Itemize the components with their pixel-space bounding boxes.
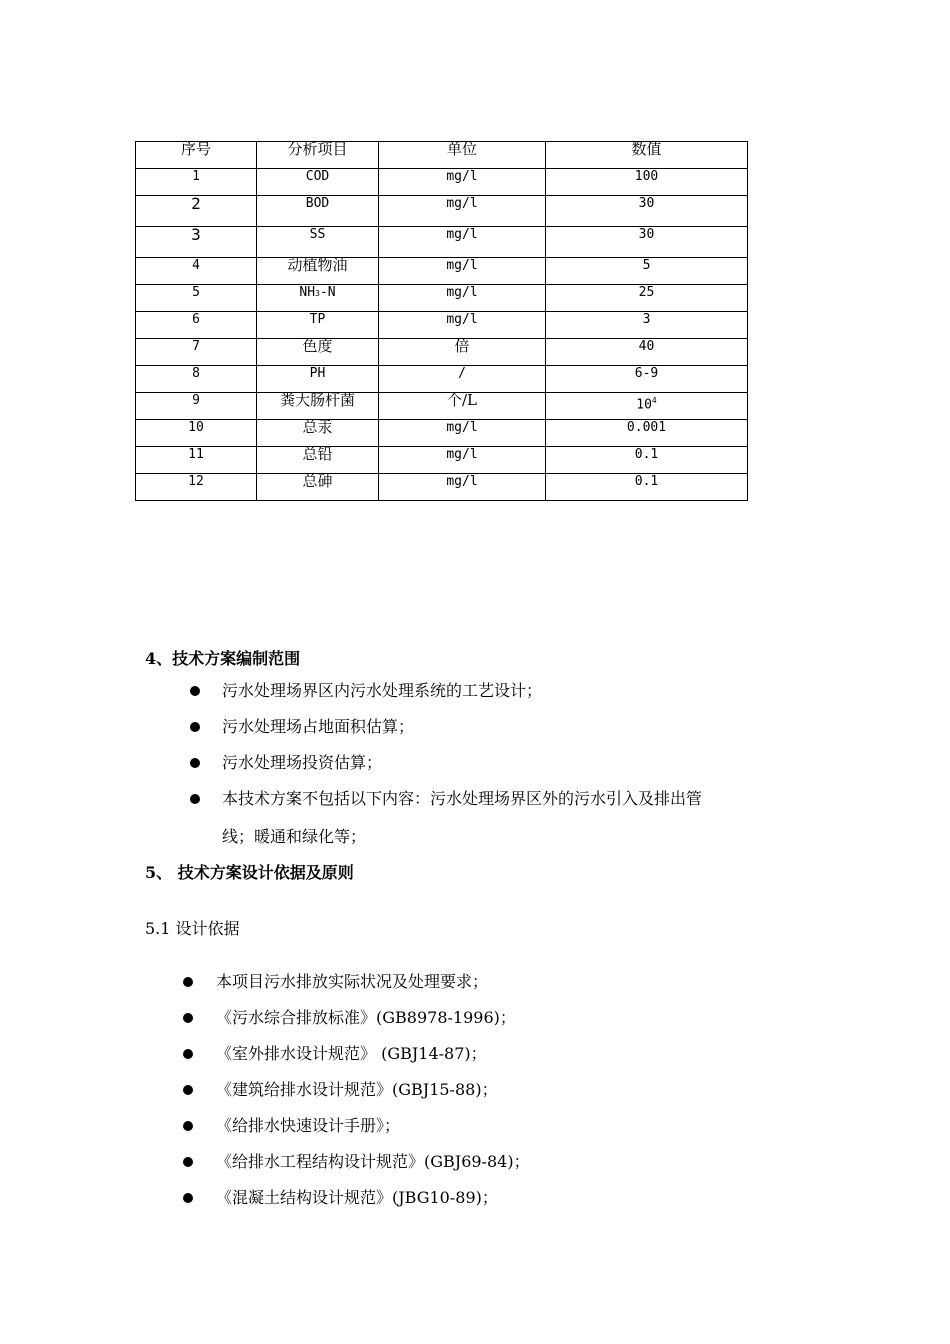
bullet-icon [183, 1085, 193, 1095]
section4-title: 4、技术方案编制范围 [145, 649, 301, 668]
cell-item: 色度 [257, 339, 379, 366]
cell-no: 11 [136, 447, 257, 474]
table-row [136, 258, 748, 285]
value-base: 10 [636, 397, 652, 413]
cell-item: 总铅 [257, 447, 379, 474]
cell-item: 动植物油 [257, 258, 379, 285]
cell-item: 粪大肠杆菌 [257, 393, 379, 420]
cell-no: 7 [136, 339, 257, 366]
list-item-text: 污水处理场界区内污水处理系统的工艺设计； [222, 681, 543, 700]
cell-no: 1 [136, 169, 257, 196]
item-subscript: 3 [315, 289, 320, 298]
section4-list [190, 680, 830, 858]
cell-unit: 倍 [379, 339, 546, 366]
cell-value: 25 [546, 285, 748, 312]
list-item [190, 680, 830, 716]
cell-value [546, 393, 748, 420]
bullet-icon [190, 758, 200, 768]
cell-item: BOD [257, 196, 379, 227]
list-item [183, 1007, 823, 1043]
cell-item: 总砷 [257, 474, 379, 501]
cell-value: 30 [546, 227, 748, 258]
list-item [183, 1187, 823, 1223]
cell-value: 6-9 [546, 366, 748, 393]
cell-item: SS [257, 227, 379, 258]
header-no: 序号 [136, 142, 257, 169]
table-row [136, 227, 748, 258]
cell-value: 3 [546, 312, 748, 339]
cell-no: 6 [136, 312, 257, 339]
water-quality-table [135, 141, 748, 501]
list-item-text-line1: 本技术方案不包括以下内容：污水处理场界区外的污水引入及排出管 [222, 789, 703, 808]
bullet-icon [190, 722, 200, 732]
bullet-icon [183, 1013, 193, 1023]
table-row [136, 393, 748, 420]
cell-value: 30 [546, 196, 748, 227]
list-item [183, 1151, 823, 1187]
cell-unit: mg/l [379, 227, 546, 258]
table-row [136, 366, 748, 393]
item-main: NH [299, 285, 316, 300]
cell-item [257, 285, 379, 312]
table-row [136, 447, 748, 474]
bullet-icon [183, 1049, 193, 1059]
bullet-icon [183, 1121, 193, 1131]
section5-subtitle: 5.1 设计依据 [145, 919, 240, 938]
cell-no: 8 [136, 366, 257, 393]
list-item-text: 污水处理场投资估算； [222, 753, 383, 772]
cell-no: 9 [136, 393, 257, 420]
list-item [190, 788, 830, 858]
list-item [190, 752, 830, 788]
bullet-icon [190, 686, 200, 696]
cell-unit: mg/l [379, 447, 546, 474]
cell-item: TP [257, 312, 379, 339]
cell-unit: mg/l [379, 285, 546, 312]
cell-unit: mg/l [379, 474, 546, 501]
item-tail: -N [319, 285, 336, 300]
header-value: 数值 [546, 142, 748, 169]
cell-item: PH [257, 366, 379, 393]
cell-value: 0.1 [546, 474, 748, 501]
list-item-text: 《建筑给排水设计规范》(GBJ15-88)； [216, 1080, 498, 1099]
section5-title: 5、 技术方案设计依据及原则 [145, 863, 354, 882]
table-row [136, 474, 748, 501]
table-row [136, 420, 748, 447]
bullet-icon [190, 794, 200, 804]
list-item [183, 971, 823, 1007]
table-row [136, 339, 748, 366]
cell-unit: mg/l [379, 169, 546, 196]
cell-value: 0.1 [546, 447, 748, 474]
list-item [190, 716, 830, 752]
list-item-text: 《混凝土结构设计规范》(JBG10-89)； [216, 1188, 498, 1207]
cell-unit: 个/L [379, 393, 546, 420]
list-item-text: 《给排水快速设计手册》； [216, 1116, 401, 1135]
list-item-text: 污水处理场占地面积估算； [222, 717, 415, 736]
value-exponent: 4 [651, 396, 657, 405]
bullet-icon [183, 977, 193, 987]
table-row [136, 285, 748, 312]
bullet-icon [183, 1193, 193, 1203]
list-item-text: 《污水综合排放标准》(GB8978-1996)； [216, 1008, 516, 1027]
cell-value: 100 [546, 169, 748, 196]
list-item-text-line2: 线；暖通和绿化等； [222, 827, 367, 846]
cell-unit: mg/l [379, 258, 546, 285]
cell-no: 2 [136, 196, 257, 227]
cell-value: 40 [546, 339, 748, 366]
header-item: 分析项目 [257, 142, 379, 169]
cell-value: 0.001 [546, 420, 748, 447]
cell-no: 4 [136, 258, 257, 285]
list-item [183, 1079, 823, 1115]
list-item-text: 本项目污水排放实际状况及处理要求； [216, 972, 489, 991]
cell-no: 10 [136, 420, 257, 447]
table-row [136, 196, 748, 227]
table-header-row [136, 142, 748, 169]
cell-unit: mg/l [379, 312, 546, 339]
cell-unit: mg/l [379, 196, 546, 227]
table-row [136, 312, 748, 339]
cell-no: 5 [136, 285, 257, 312]
cell-item: 总汞 [257, 420, 379, 447]
cell-value: 5 [546, 258, 748, 285]
cell-item: COD [257, 169, 379, 196]
header-unit: 单位 [379, 142, 546, 169]
list-item [183, 1115, 823, 1151]
cell-no: 3 [136, 227, 257, 258]
section5-list [183, 971, 823, 1223]
list-item [183, 1043, 823, 1079]
cell-no: 12 [136, 474, 257, 501]
cell-unit: / [379, 366, 546, 393]
bullet-icon [183, 1157, 193, 1167]
cell-unit: mg/l [379, 420, 546, 447]
table-row [136, 169, 748, 196]
list-item-text: 《给排水工程结构设计规范》(GBJ69-84)； [216, 1152, 530, 1171]
list-item-text: 《室外排水设计规范》 (GBJ14-87)； [216, 1044, 487, 1063]
